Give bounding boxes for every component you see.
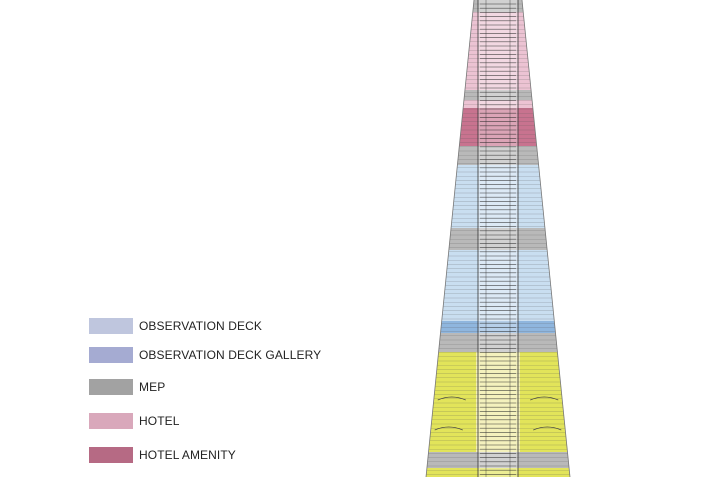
legend-label-observation-deck: OBSERVATION DECK	[139, 319, 262, 333]
legend-label-mep: MEP	[139, 380, 166, 394]
legend-swatch-observation-deck	[89, 318, 133, 334]
legend-label-hotel-amenity: HOTEL AMENITY	[139, 448, 236, 462]
legend-item-hotel	[89, 413, 349, 429]
legend-swatch-hotel	[89, 413, 133, 429]
legend-item-observation-deck	[89, 318, 349, 334]
legend-swatch-mep	[89, 379, 133, 395]
tower-section	[426, 0, 570, 477]
legend-item-observation-deck-gallery	[89, 347, 349, 363]
legend-label-hotel: HOTEL	[139, 414, 180, 428]
legend-swatch-observation-deck-gallery	[89, 347, 133, 363]
legend-swatch-hotel-amenity	[89, 447, 133, 463]
office-core	[476, 352, 520, 452]
legend-item-mep	[89, 379, 349, 395]
legend-item-hotel-amenity	[89, 447, 349, 463]
legend-label-observation-deck-gallery: OBSERVATION DECK GALLERY	[139, 348, 322, 362]
